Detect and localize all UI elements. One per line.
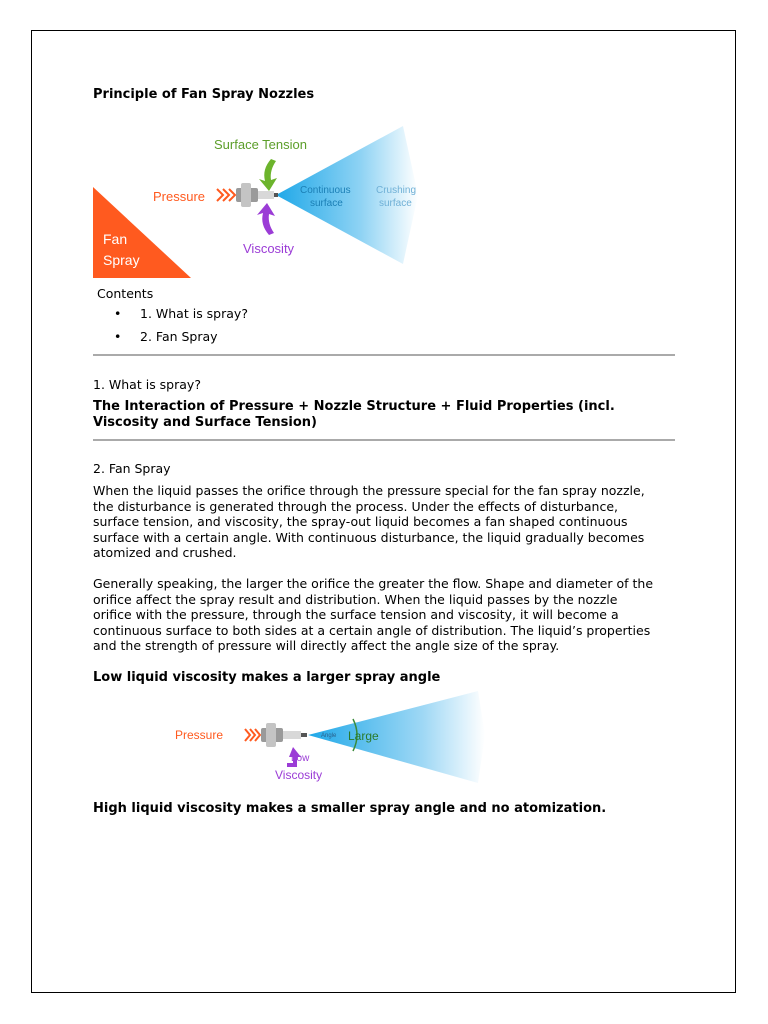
low-viscosity-heading: Low liquid viscosity makes a larger spray angle xyxy=(93,670,441,685)
pressure-label: Pressure xyxy=(175,728,224,742)
nozzle-icon xyxy=(261,723,307,747)
paragraph-line: Generally speaking, the larger the orifice the greater the flow. Shape and diameter of the xyxy=(93,576,654,591)
low-label: Low xyxy=(291,753,310,764)
low-viscosity-figure xyxy=(93,683,493,791)
paragraph-line: atomized and crushed. xyxy=(93,545,237,560)
crushing-label: Crushing xyxy=(376,185,417,196)
section1-bold-line: Viscosity and Surface Tension) xyxy=(93,415,317,430)
section1-bold-text xyxy=(93,399,653,431)
pressure-label: Pressure xyxy=(153,189,206,204)
fan-spray-paragraph-2 xyxy=(93,576,678,654)
divider xyxy=(93,354,675,356)
large-label: Large xyxy=(348,729,379,743)
high-viscosity-heading: High liquid viscosity makes a smaller spray angle and no atomization. xyxy=(93,801,607,816)
pressure-chevrons-icon xyxy=(217,189,235,201)
paragraph-line: surface tension, and viscosity, the spray-out liquid becomes a fan shaped continuous xyxy=(93,514,628,529)
toc-item-what-is-spray[interactable]: • 1. What is spray? xyxy=(112,306,248,329)
fan-spray-paragraph-1 xyxy=(93,483,678,561)
fan-label: Fan xyxy=(103,231,128,247)
continuous-label: Continuous xyxy=(300,185,351,196)
divider xyxy=(93,439,675,441)
contents-label: Contents xyxy=(97,286,154,301)
document-page xyxy=(31,30,736,993)
section1-bold-line: The Interaction of Pressure + Nozzle Structure + Fluid Properties (incl. xyxy=(93,399,615,414)
viscosity-label: Viscosity xyxy=(243,241,295,256)
spray-label: Spray xyxy=(103,252,140,268)
paragraph-line: surface with a certain angle. With continuous disturbance, the liquid gradually becomes xyxy=(93,529,645,545)
angle-label: Angle xyxy=(321,733,337,739)
paragraph-line: the disturbance is generated through the process. Under the effects of disturbance, xyxy=(93,498,618,514)
section2-heading: 2. Fan Spray xyxy=(93,461,171,476)
table-of-contents xyxy=(112,306,248,352)
surface-tension-arrow-icon xyxy=(259,159,277,191)
toc-item-fan-spray[interactable]: • 2. Fan Spray xyxy=(112,329,248,352)
page-title: Principle of Fan Spray Nozzles xyxy=(93,87,315,102)
surface-tension-label: Surface Tension xyxy=(214,137,307,152)
crushing-surface-label: surface xyxy=(379,198,412,209)
viscosity-label: Viscosity xyxy=(275,768,323,782)
fan-spray-principle-figure xyxy=(93,111,433,279)
paragraph-line: and the strength of pressure will directly affect the angle size of the spray. xyxy=(93,638,560,653)
continuous-surface-label: surface xyxy=(310,198,343,209)
viscosity-arrow-icon xyxy=(257,203,275,235)
pressure-chevrons-icon xyxy=(245,729,260,741)
paragraph-line: continuous surface to both sides at a certain angle of distribution. The liquid’s properties xyxy=(93,622,651,638)
section1-heading: 1. What is spray? xyxy=(93,377,201,392)
paragraph-line: When the liquid passes the orifice through the pressure special for the fan spray nozzle, xyxy=(93,483,645,498)
paragraph-line: orifice with the pressure, through the surface tension and viscosity, it will become a xyxy=(93,607,619,622)
paragraph-line: orifice affect the spray result and distribution. When the liquid passes by the nozzle xyxy=(93,591,618,607)
